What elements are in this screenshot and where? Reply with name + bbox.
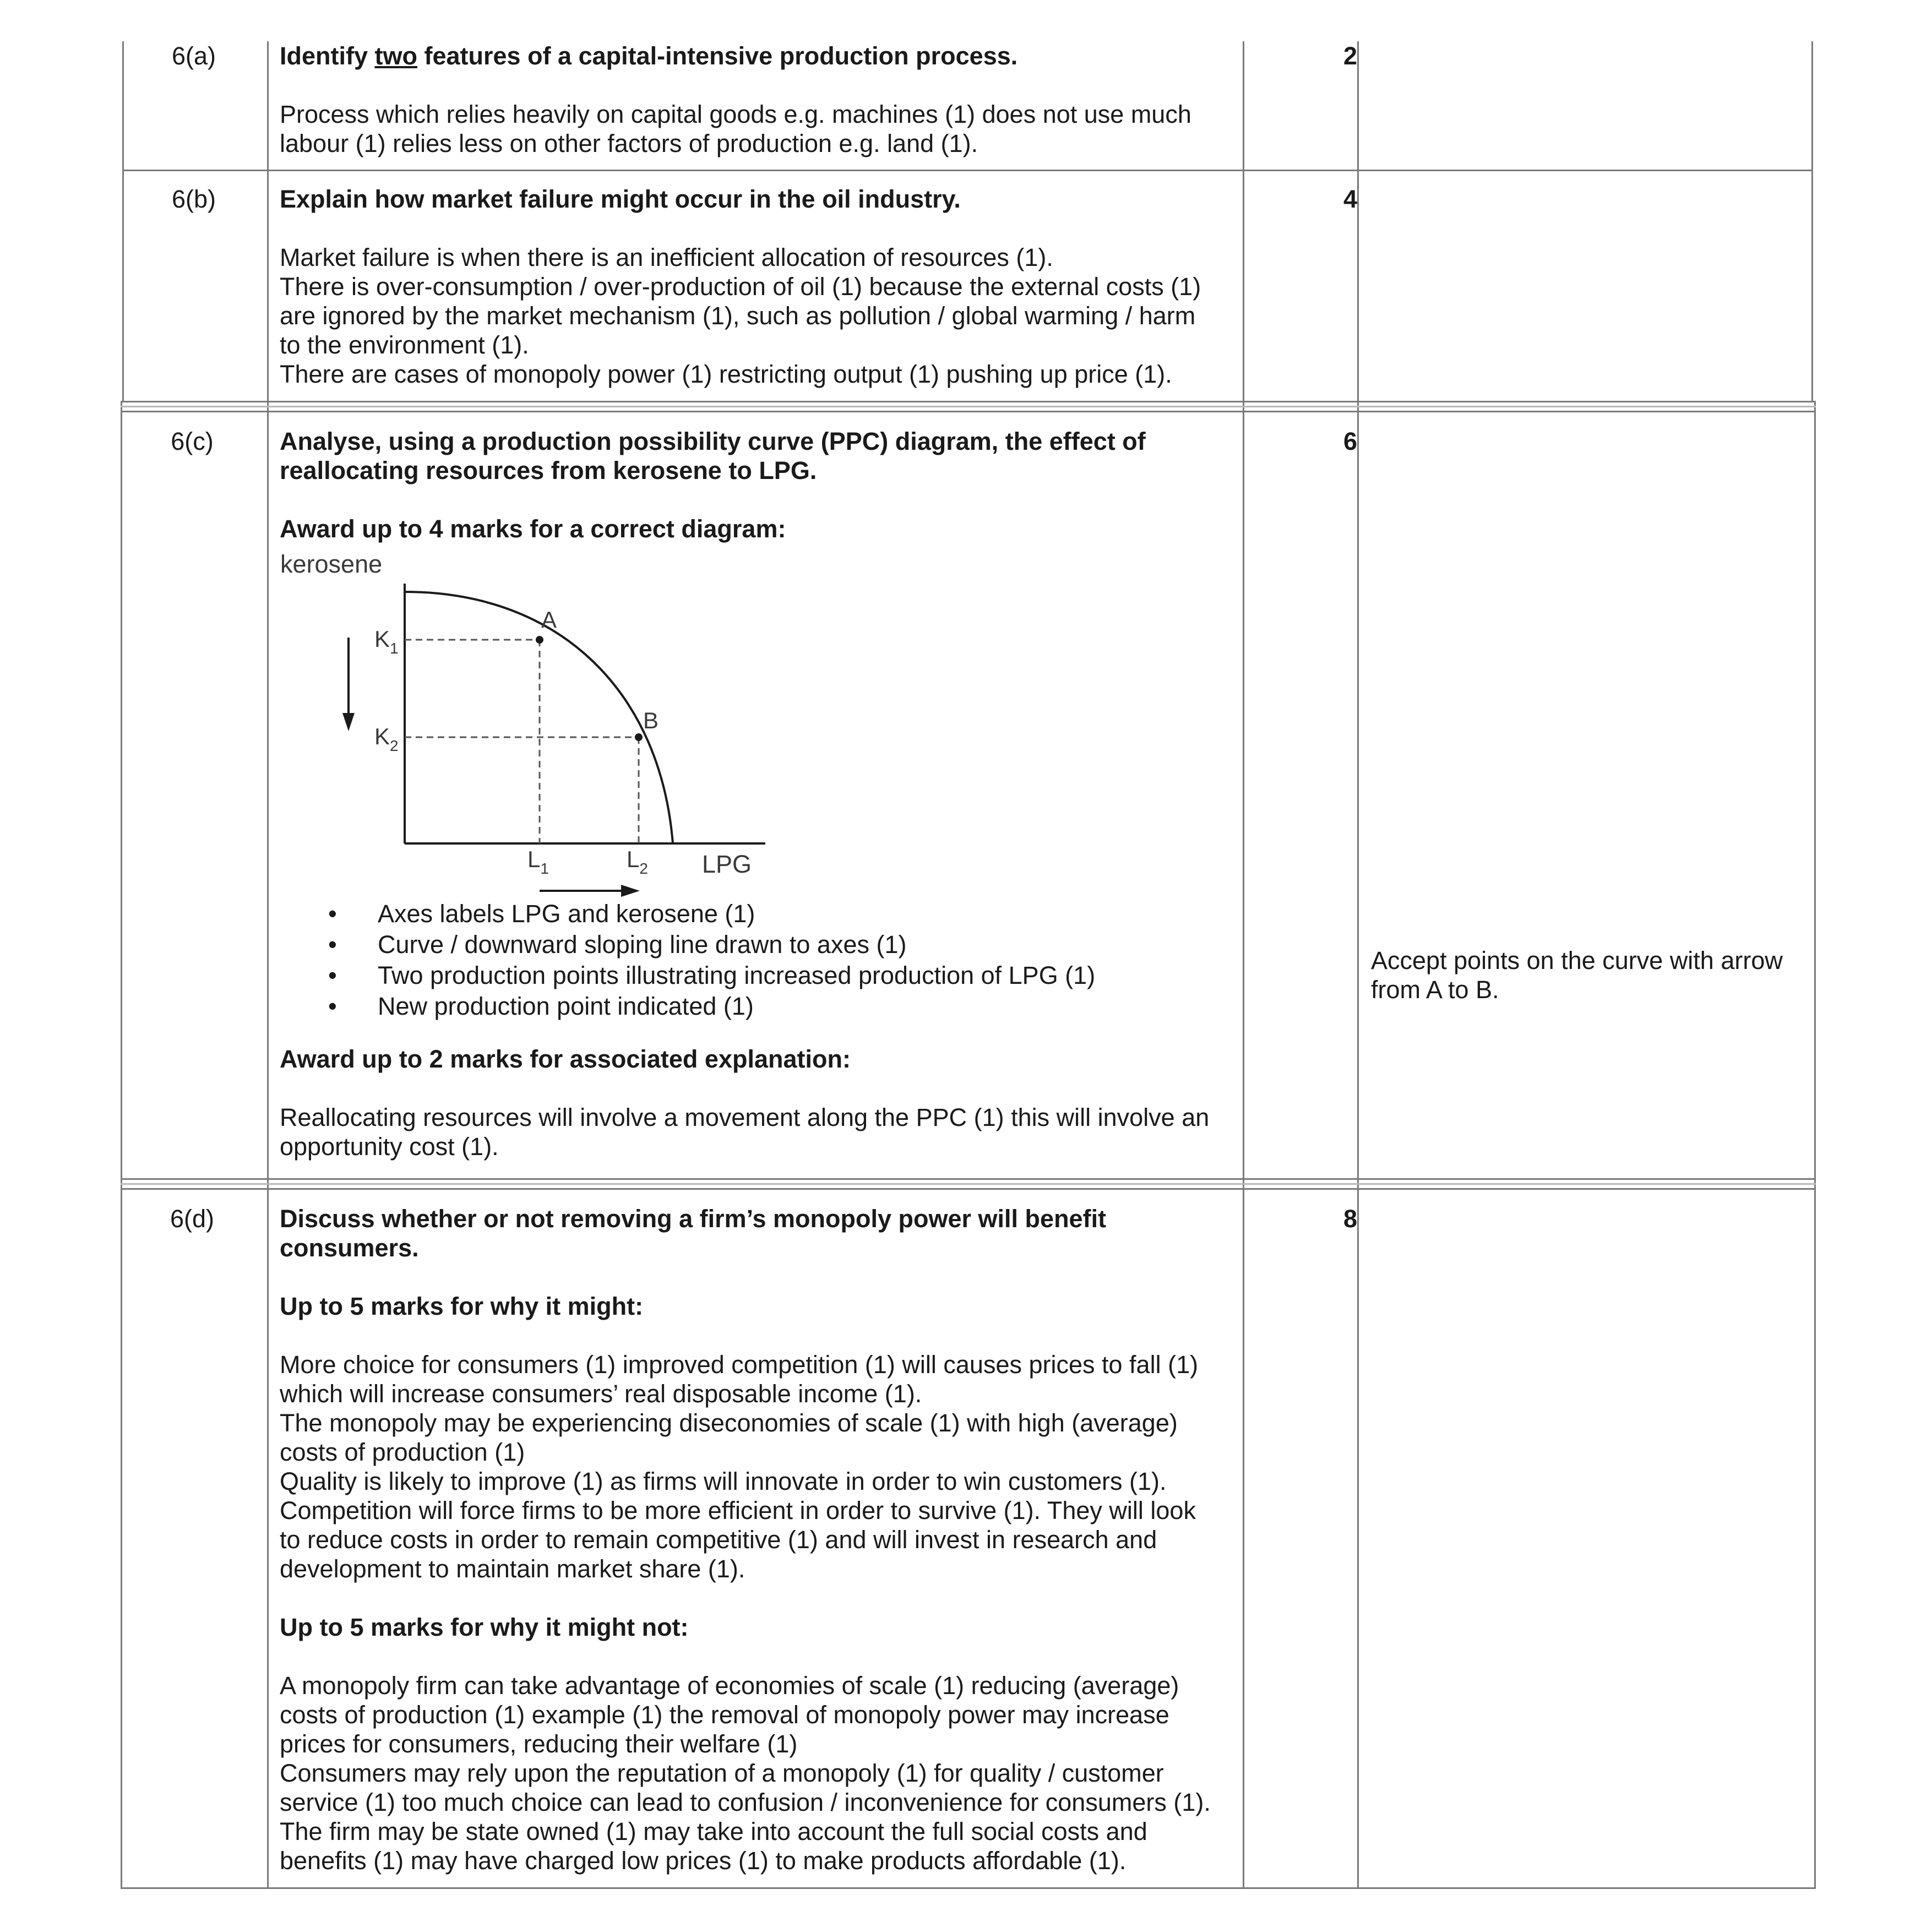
list-item-text: New production point indicated (1) — [378, 992, 754, 1020]
row-rule-cd-2 — [121, 1183, 1816, 1185]
question-6a-text-1: Identify — [280, 42, 375, 70]
might-not-line: costs of production (1) example (1) the removal of monopoly power may increase — [280, 1701, 1169, 1729]
question-6a-text — [280, 41, 1238, 70]
might-line: costs of production (1) — [280, 1438, 525, 1466]
answer-6a-line: labour (1) relies less on other factors of production e.g. land (1). — [280, 129, 978, 157]
list-item-text: Axes labels LPG and kerosene (1) — [378, 900, 755, 928]
point-a-label: A — [541, 607, 557, 633]
col-divider-1 — [267, 41, 269, 1888]
k1-subscript: 1 — [390, 640, 399, 657]
marks-6a: 2 — [1343, 42, 1357, 70]
table-border-right-c — [1814, 402, 1816, 1888]
might-not-line: Consumers may rely upon the reputation of a monopoly (1) for quality / customer — [280, 1759, 1164, 1787]
might-line: The monopoly may be experiencing diseconomies of scale (1) with high (average) — [280, 1409, 1178, 1437]
might-not-line: service (1) too much choice can lead to confusion / inconvenience for consumers (1). — [280, 1788, 1211, 1816]
row-rule-bc-3 — [121, 411, 1816, 412]
k2-subscript: 2 — [390, 737, 399, 754]
marks-6d: 8 — [1343, 1205, 1357, 1233]
explanation-6c-line: Reallocating resources will involve a movement along the PPC (1) this will involve an — [280, 1103, 1210, 1131]
ppc-diagram — [275, 545, 798, 908]
bullet-icon: • — [328, 961, 337, 989]
x-axis-label: LPG — [702, 850, 752, 878]
might-line: which will increase consumers’ real disposable income (1). — [280, 1380, 922, 1408]
explanation-marks-heading: Award up to 2 marks for associated explanation: — [280, 1045, 851, 1073]
table-border-right-a — [1811, 41, 1813, 402]
question-6a — [280, 41, 1238, 158]
marks-6c: 6 — [1343, 427, 1357, 455]
l1-subscript: 1 — [540, 860, 549, 877]
guidance-6c-line: from A to B. — [1371, 976, 1499, 1004]
point-b-label: B — [643, 707, 659, 733]
row-rule-ab — [122, 170, 1813, 171]
k2-label — [374, 723, 399, 754]
answer-6b-line: to the environment (1). — [280, 331, 529, 359]
question-number-6b: 6(b) — [171, 185, 216, 213]
question-6b — [280, 184, 1238, 389]
col-divider-3 — [1357, 41, 1359, 1888]
row-rule-cd-3 — [121, 1188, 1816, 1190]
guidance-6c-line: Accept points on the curve with arrow — [1371, 946, 1783, 974]
bullet-icon: • — [328, 992, 337, 1020]
question-6c-text: Analyse, using a production possibility curve (PPC) diagram, the effect of — [280, 427, 1146, 455]
question-number-6a: 6(a) — [171, 42, 216, 70]
guidance-6c — [1371, 946, 1811, 1004]
point-a — [536, 636, 543, 644]
might-not-line: prices for consumers, reducing their welfare (1) — [280, 1730, 798, 1758]
table-bottom-rule — [121, 1887, 1816, 1889]
might-line: development to maintain market share (1). — [280, 1555, 745, 1583]
answer-6b-line: Market failure is when there is an inefficient allocation of resources (1). — [280, 243, 1053, 271]
row-rule-bc-1 — [121, 401, 1816, 402]
answer-6b-line: There are cases of monopoly power (1) restricting output (1) pushing up price (1). — [280, 360, 1172, 388]
might-line: Competition will force firms to be more efficient in order to survive (1). They will look — [280, 1496, 1196, 1524]
k1-letter: K — [374, 626, 390, 652]
question-6d — [280, 1204, 1238, 1875]
k1-label — [374, 626, 399, 657]
question-6c — [280, 427, 1238, 543]
list-item — [280, 899, 1095, 928]
list-item — [280, 961, 1095, 990]
row-rule-cd-1 — [121, 1178, 1816, 1180]
l2-subscript: 2 — [639, 860, 648, 877]
table-border-left-a — [122, 41, 124, 402]
answer-6b-line: are ignored by the market mechanism (1), such as pollution / global warming / harm — [280, 302, 1196, 330]
marks-6b: 4 — [1343, 185, 1357, 213]
list-item-text: Two production points illustrating increased production of LPG (1) — [378, 961, 1096, 989]
row-rule-bc-2 — [121, 406, 1816, 407]
question-6b-text: Explain how market failure might occur in the oil industry. — [280, 185, 961, 213]
bullet-icon: • — [328, 930, 337, 959]
question-number-6c: 6(c) — [171, 427, 214, 455]
y-axis-label: kerosene — [280, 550, 383, 578]
might-not-line: benefits (1) may have charged low prices (1) to make products affordable (1). — [280, 1847, 1126, 1875]
answer-6b-line: There is over-consumption / over-production of oil (1) because the external costs (1) — [280, 273, 1201, 301]
k2-letter: K — [374, 723, 390, 749]
might-line: to reduce costs in order to remain competitive (1) and will invest in research and — [280, 1526, 1157, 1554]
col-divider-2 — [1243, 41, 1244, 1888]
diagram-marks-heading: Award up to 4 marks for a correct diagram: — [280, 515, 786, 543]
might-heading: Up to 5 marks for why it might: — [280, 1292, 644, 1320]
list-item — [280, 992, 1095, 1021]
explanation-6c-line: opportunity cost (1). — [280, 1132, 499, 1161]
might-not-heading: Up to 5 marks for why it might not: — [280, 1613, 689, 1641]
might-not-line: A monopoly firm can take advantage of economies of scale (1) reducing (average) — [280, 1671, 1179, 1700]
answer-6a-line: Process which relies heavily on capital goods e.g. machines (1) does not use much — [280, 100, 1191, 128]
l2-label — [627, 846, 648, 877]
question-6a-emphasis: two — [374, 42, 417, 70]
question-6c-text: reallocating resources from kerosene to LPG. — [280, 456, 817, 484]
table-border-left-c — [121, 402, 122, 1888]
l2-letter: L — [627, 846, 640, 872]
explanation-6c — [280, 1044, 1238, 1161]
list-item — [280, 930, 1095, 959]
right-arrow-icon — [621, 885, 640, 897]
might-not-line: The firm may be state owned (1) may take into account the full social costs and — [280, 1817, 1147, 1845]
diagram-criteria-list — [280, 899, 1095, 1021]
question-6d-text: consumers. — [280, 1234, 419, 1262]
down-arrow-icon — [342, 713, 355, 731]
might-line: Quality is likely to improve (1) as firms will innovate in order to win customers (1). — [280, 1467, 1167, 1495]
question-6d-text: Discuss whether or not removing a firm’s monopoly power will benefit — [280, 1205, 1107, 1233]
point-b — [635, 733, 643, 741]
l1-letter: L — [527, 846, 541, 872]
might-line: More choice for consumers (1) improved competition (1) will causes prices to fall (1) — [280, 1351, 1199, 1379]
list-item-text: Curve / downward sloping line drawn to axes (1) — [378, 930, 907, 959]
question-number-6d: 6(d) — [170, 1205, 215, 1233]
l1-label — [527, 846, 549, 877]
bullet-icon: • — [328, 900, 337, 928]
question-6a-text-2: features of a capital-intensive production process. — [417, 42, 1018, 70]
